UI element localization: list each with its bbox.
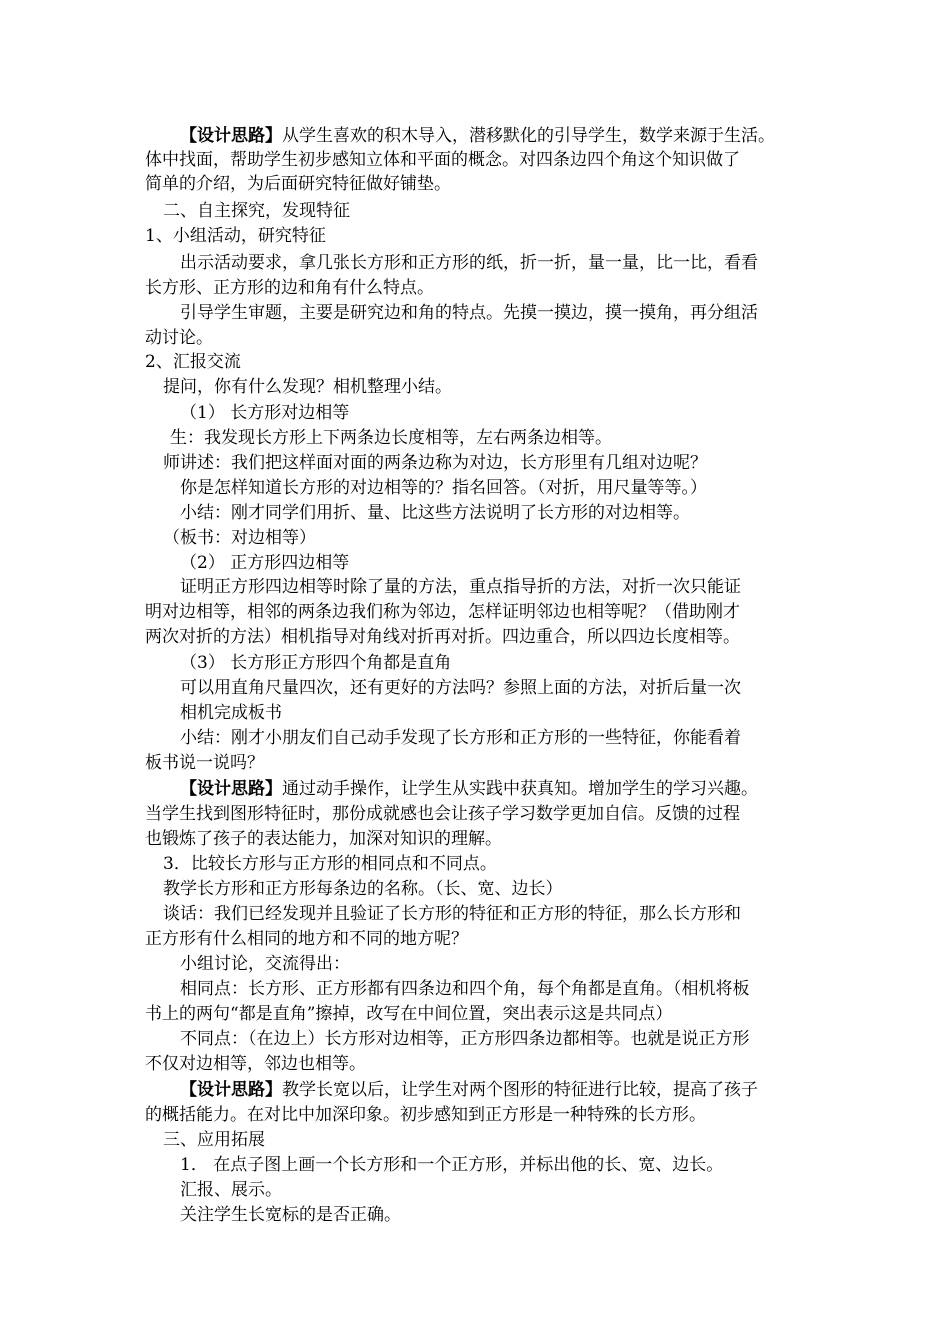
text-line: 小结：刚才同学们用折、量、比这些方法说明了长方形的对边相等。: [180, 503, 690, 523]
section-heading: 三、应用拓展: [163, 1130, 265, 1150]
subsection-heading: 3．比较长方形与正方形的相同点和不同点。: [163, 854, 497, 874]
text-line: 【设计思路】从学生喜欢的积木导入，潜移默化的引导学生，数学来源于生活。: [180, 126, 775, 146]
text-line: 动讨论。: [145, 328, 213, 348]
text-line: （板书：对边相等）: [163, 528, 316, 548]
text-line: 谈话：我们已经发现并且验证了长方形的特征和正方形的特征，那么长方形和: [163, 904, 741, 924]
design-idea-heading: 【设计思路】: [180, 1080, 282, 1100]
text-line: 简单的介绍，为后面研究特征做好铺垫。: [145, 174, 451, 194]
text-line: 板书说一说吗？: [145, 753, 264, 773]
text-line: 正方形有什么相同的地方和不同的地方呢？: [145, 929, 468, 949]
text-line: 可以用直角尺量四次，还有更好的方法吗？参照上面的方法，对折后量一次: [180, 678, 741, 698]
text-line: 小组讨论，交流得出：: [180, 954, 350, 974]
text-line: 证明正方形四边相等时除了量的方法，重点指导折的方法，对折一次只能证: [180, 577, 741, 597]
design-idea-heading: 【设计思路】: [180, 779, 282, 799]
text-line: 引导学生审题，主要是研究边和角的特点。先摸一摸边，摸一摸角，再分组活: [180, 303, 758, 323]
text-line: 【设计思路】教学长宽以后，让学生对两个图形的特征进行比较，提高了孩子: [180, 1080, 758, 1100]
list-item-heading: （2） 正方形四边相等: [180, 553, 350, 573]
text-line: 明对边相等，相邻的两条边我们称为邻边，怎样证明邻边也相等呢？（借助刚才: [145, 602, 740, 622]
subsection-heading: 2、汇报交流: [145, 352, 241, 372]
text-line: 相机完成板书: [180, 703, 282, 723]
text-line: 1． 在点子图上画一个长方形和一个正方形，并标出他的长、宽、边长。: [180, 1155, 724, 1175]
text-line: 师讲述：我们把这样面对面的两条边称为对边，长方形里有几组对边呢？: [163, 453, 707, 473]
text-line: 书上的两句“都是直角”擦掉，改写在中间位置，突出表示这是共同点）: [145, 1004, 673, 1024]
text-line: 长方形、正方形的边和角有什么特点。: [145, 278, 434, 298]
design-idea-heading: 【设计思路】: [180, 126, 282, 146]
text-line: 你是怎样知道长方形的对边相等的？指名回答。（对折，用尺量等等。）: [180, 478, 707, 498]
list-item-heading: （1） 长方形对边相等: [180, 403, 350, 423]
text-line: 教学长方形和正方形每条边的名称。（长、宽、边长）: [163, 879, 563, 899]
text-line: 关注学生长宽标的是否正确。: [180, 1205, 401, 1225]
subsection-heading: 1、小组活动，研究特征: [145, 226, 326, 246]
text-line: 小结：刚才小朋友们自己动手发现了长方形和正方形的一些特征，你能看着: [180, 728, 741, 748]
text-line: 出示活动要求，拿几张长方形和正方形的纸，折一折，量一量，比一比，看看: [180, 253, 758, 273]
text-line: 不同点：（在边上）长方形对边相等，正方形四条边都相等。也就是说正方形: [180, 1029, 750, 1049]
text-line: 提问，你有什么发现？相机整理小结。: [163, 377, 452, 397]
text-line: 【设计思路】通过动手操作，让学生从实践中获真知。增加学生的学习兴趣。: [180, 779, 758, 799]
text-line: 的概括能力。在对比中加深印象。初步感知到正方形是一种特殊的长方形。: [145, 1105, 706, 1125]
text-line: 体中找面，帮助学生初步感知立体和平面的概念。对四条边四个角这个知识做了: [145, 150, 740, 170]
section-heading: 二、自主探究，发现特征: [163, 201, 350, 221]
text-line: 也锻炼了孩子的表达能力，加深对知识的理解。: [145, 829, 502, 849]
text-line: 汇报、展示。: [180, 1180, 282, 1200]
text-line: 两次对折的方法）相机指导对角线对折再对折。四边重合，所以四边长度相等。: [145, 627, 740, 647]
list-item-heading: （3） 长方形正方形四个角都是直角: [180, 653, 452, 673]
text-line: 不仅对边相等，邻边也相等。: [145, 1054, 366, 1074]
text-line: 相同点：长方形、正方形都有四条边和四个角，每个角都是直角。（相机将板: [180, 979, 750, 999]
text-line: 当学生找到图形特征时，那份成就感也会让孩子学习数学更加自信。反馈的过程: [145, 804, 740, 824]
text-line: 生：我发现长方形上下两条边长度相等，左右两条边相等。: [170, 428, 612, 448]
